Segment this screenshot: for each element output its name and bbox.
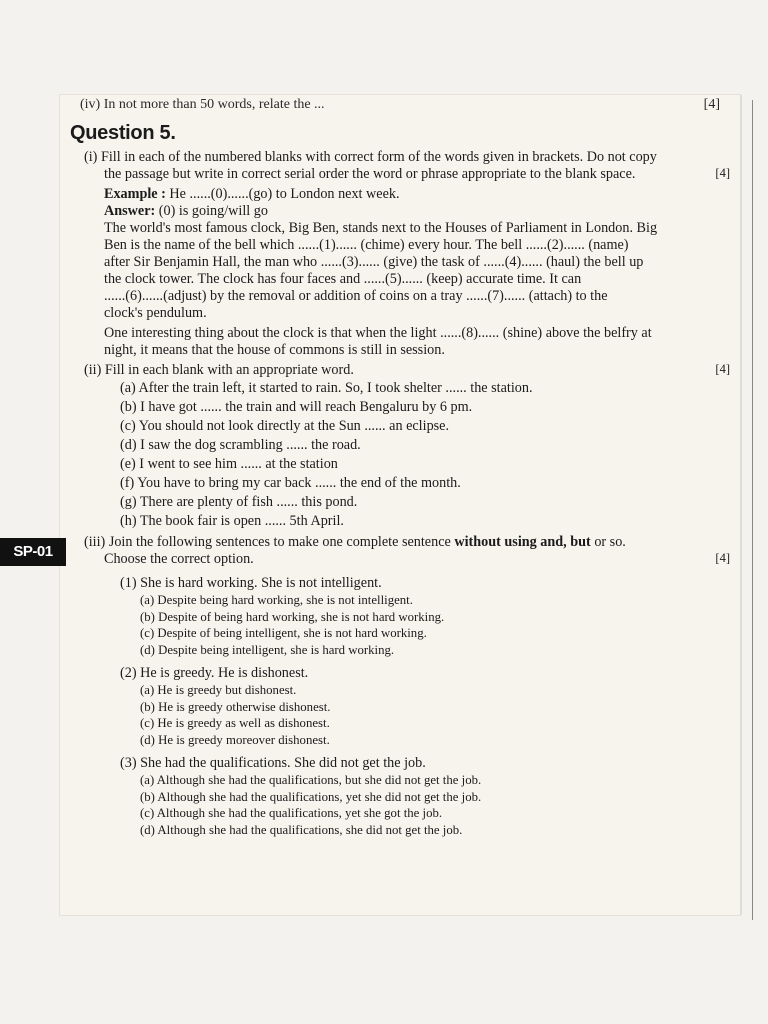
question-content (70, 122, 730, 838)
part-i (70, 149, 730, 359)
example-line (70, 186, 730, 203)
option: (c) Despite of being intelligent, she is not hard working. (140, 626, 427, 640)
part-iii-marks: [4] (715, 551, 730, 565)
part-i-instruction-2: the passage but write in correct serial order the word or phrase appropriate to the blank space. (104, 166, 636, 182)
part-ii (70, 362, 730, 531)
passage-line: ......(6)......(adjust) by the removal or addition of coins on a tray ......(7)...... (attach) to the (104, 288, 608, 304)
part-i-marks: [4] (715, 166, 730, 180)
passage-line: night, it means that the house of commons is still in session. (104, 342, 445, 358)
answer-text: (0) is going/will go (158, 203, 268, 219)
option: (a) Although she had the qualifications, but she did not get the job. (140, 773, 482, 787)
join-question-3 (70, 754, 730, 838)
passage-line: the clock tower. The clock has four faces and ......(5)...... (keep) accurate time. It can (104, 271, 582, 287)
passage-line: The world's most famous clock, Big Ben, stands next to the Houses of Parliament in London. Big (104, 220, 658, 236)
part-iii (70, 534, 730, 838)
option: (b) He is greedy otherwise dishonest. (140, 699, 331, 714)
join-question-2 (70, 664, 730, 748)
join-question: (1) She is hard working. She is not intelligent. (120, 575, 382, 591)
option: (a) Despite being hard working, she is not intelligent. (140, 593, 413, 607)
option: (b) Although she had the qualifications, yet she did not get the job. (140, 789, 482, 804)
passage-2 (70, 325, 730, 359)
fill-item: (e) I went to see him ...... at the station (120, 456, 338, 472)
option: (b) Despite of being hard working, she is not hard working. (140, 609, 445, 624)
join-question: (2) He is greedy. He is dishonest. (120, 665, 309, 681)
part-iii-instr-a: (iii) Join the following sentences to make one complete sentence (84, 534, 451, 550)
passage-line: Ben is the name of the bell which ......(1)...... (chime) every hour. The bell ......(2)...... (name) (104, 237, 629, 253)
option: (a) He is greedy but dishonest. (140, 683, 297, 697)
option: (d) Although she had the qualifications, she did not get the job. (140, 822, 463, 837)
fill-item: (b) I have got ...... the train and will reach Bengaluru by 6 pm. (120, 399, 473, 415)
option: (c) Although she had the qualifications, yet she got the job. (140, 806, 443, 820)
fill-item: (f) You have to bring my car back ...... the end of the month. (120, 475, 461, 491)
fill-item: (g) There are plenty of fish ...... this pond. (120, 494, 358, 510)
part-i-instruction-1: (i) Fill in each of the numbered blanks with correct form of the words given in brackets. Do not copy (84, 149, 657, 165)
part-iii-instruction-1 (70, 534, 730, 551)
example-label: Example : (104, 186, 166, 202)
part-iii-instr-b: or so. (594, 534, 626, 550)
answer-line (70, 203, 730, 220)
option: (d) He is greedy moreover dishonest. (140, 732, 330, 747)
join-question: (3) She had the qualifications. She did not get the job. (120, 755, 426, 771)
cut-off-line (80, 96, 720, 114)
fill-item: (d) I saw the dog scrambling ...... the road. (120, 437, 361, 453)
passage-line: clock's pendulum. (104, 305, 207, 321)
example-text: He ......(0)......(go) to London next week. (169, 186, 400, 202)
fill-item: (c) You should not look directly at the Sun ...... an eclipse. (120, 418, 450, 434)
option: (c) He is greedy as well as dishonest. (140, 716, 330, 730)
passage (70, 220, 730, 322)
fill-item: (a) After the train left, it started to rain. So, I took shelter ...... the station. (120, 380, 533, 396)
passage-line: One interesting thing about the clock is that when the light ......(8)...... (shine) above the belfry at (104, 325, 652, 341)
fill-item: (h) The book fair is open ...... 5th April. (120, 513, 344, 529)
part-ii-instruction: (ii) Fill in each blank with an appropriate word. (84, 362, 354, 378)
join-question-1 (70, 574, 730, 658)
cut-off-marks: [4] (703, 97, 720, 112)
part-iii-instruction-2: Choose the correct option. (104, 551, 254, 567)
section-tag: SP-01 (0, 538, 66, 566)
option: (d) Despite being intelligent, she is hard working. (140, 642, 395, 657)
answer-label: Answer: (104, 203, 156, 219)
cut-off-text: (iv) In not more than 50 words, relate the ... (80, 97, 325, 112)
passage-line: after Sir Benjamin Hall, the man who ......(3)...... (give) the task of ......(4)...... (haul) the bell up (104, 254, 644, 270)
part-iii-instr-bold: without using and, but (454, 534, 591, 550)
question-title: Question 5. (70, 122, 176, 144)
part-ii-marks: [4] (715, 362, 730, 376)
page-edge (752, 100, 753, 920)
